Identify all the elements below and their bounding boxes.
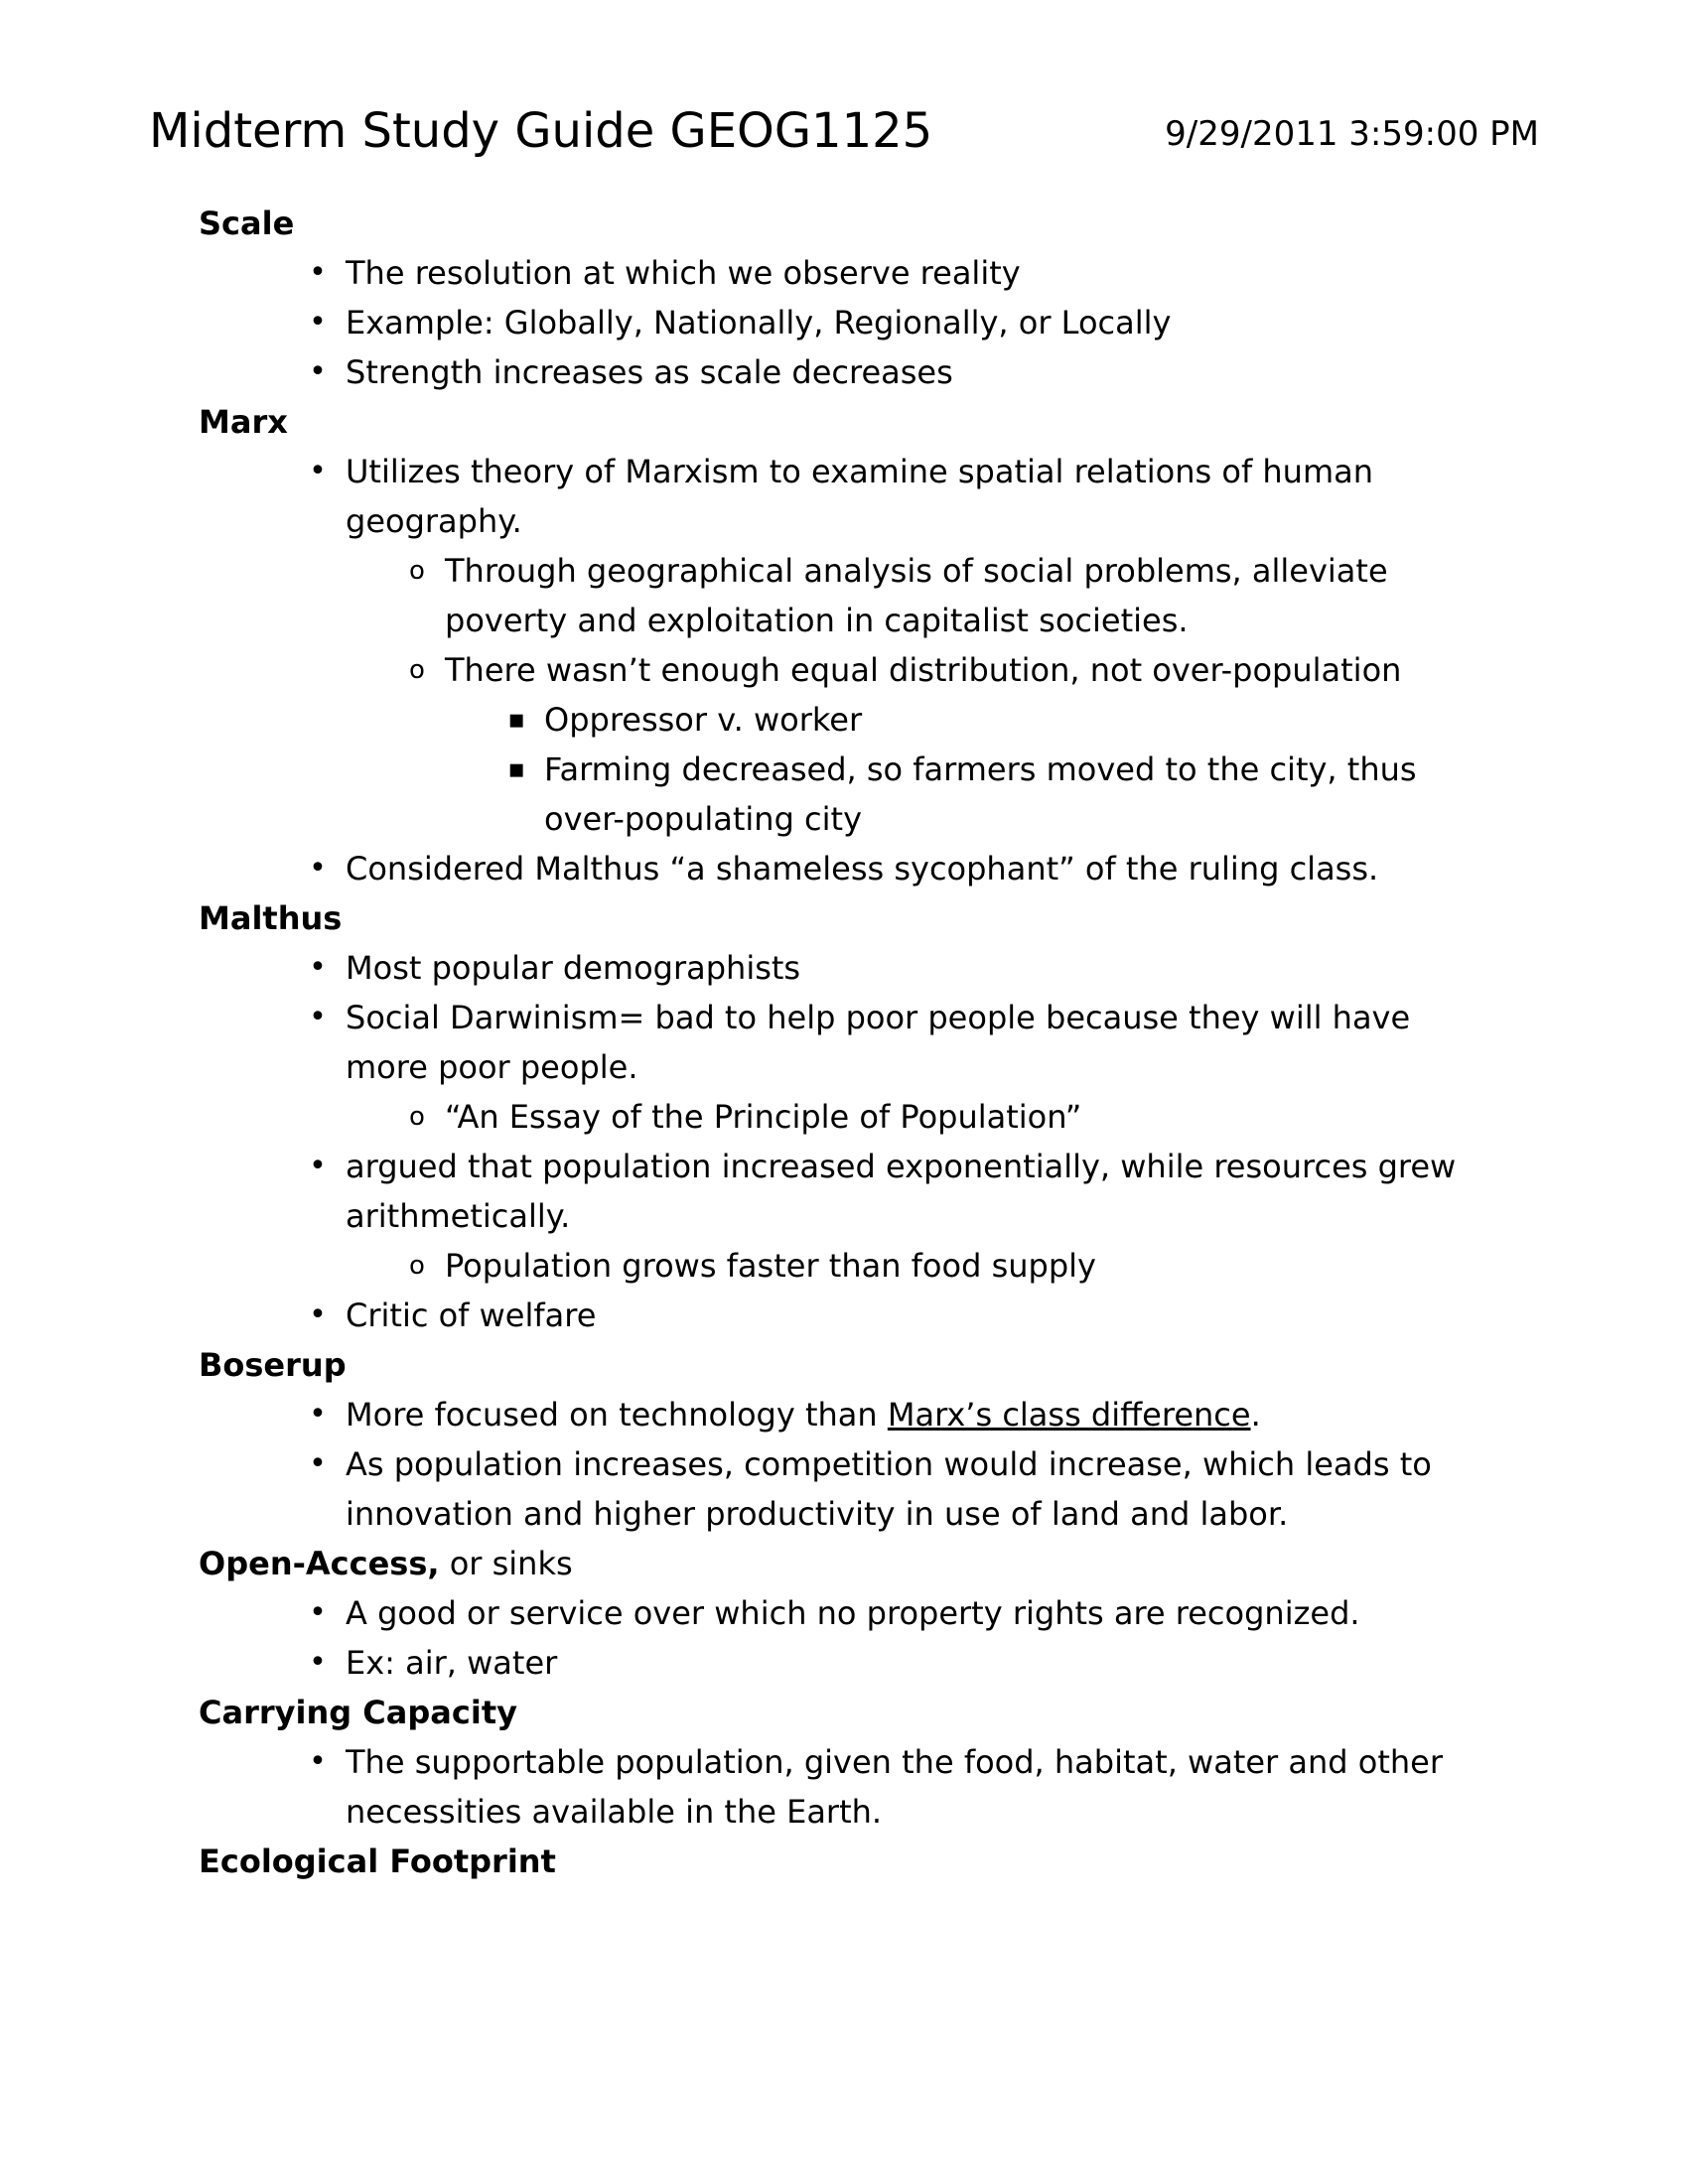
section-heading-malthus: Malthus [199,899,343,937]
carrying-capacity-list [199,1737,1499,1837]
list-item: • Considered Malthus “a shameless sycophant” of the ruling class. [199,844,1499,893]
list-item: • A good or service over which no property rights are recognized. [199,1588,1499,1638]
bullet-icon: • [309,255,327,290]
document-header [149,99,1539,169]
section-heading-ecological-footprint: Ecological Footprint [199,1843,556,1880]
bullet-icon: • [309,354,327,389]
list-item: • As population increases, competition would increase, which leads to innovation and higher productivity in use of land and labor. [199,1439,1499,1539]
list-item: o Through geographical analysis of social problems, alleviate poverty and exploitation in capitalist societies. [199,546,1499,645]
square-bullet-icon: ▪ [507,705,525,735]
document-body [199,199,1499,1886]
list-item: o “An Essay of the Principle of Population” [199,1092,1499,1142]
malthus-list [199,943,1499,1340]
circle-bullet-icon: o [409,655,425,685]
scale-list [199,248,1499,397]
bullet-icon: • [309,1446,327,1481]
bullet-icon: • [309,454,327,488]
list-item: • The resolution at which we observe reality [199,248,1499,298]
circle-bullet-icon: o [409,556,425,586]
list-item: • argued that population increased exponentially, while resources grew arithmetically. [199,1142,1499,1241]
section-heading-marx: Marx [199,403,288,441]
list-item: • Utilizes theory of Marxism to examine spatial relations of human geography. [199,447,1499,546]
list-item: • Social Darwinism= bad to help poor people because they will have more poor people. [199,993,1499,1092]
bullet-icon: • [309,1397,327,1432]
document-title: Midterm Study Guide GEOG1125 [149,103,933,159]
list-item: • Critic of welfare [199,1291,1499,1340]
list-item: • More focused on technology than Marx’s class difference. [199,1390,1499,1439]
list-item: • Strength increases as scale decreases [199,347,1499,397]
section-heading-boserup: Boserup [199,1346,347,1384]
section-note: or sinks [439,1545,573,1582]
list-item: • Ex: air, water [199,1638,1499,1688]
list-item: • The supportable population, given the food, habitat, water and other necessities available in the Earth. [199,1737,1499,1837]
bullet-icon: • [309,1744,327,1779]
list-item: ▪ Farming decreased, so farmers moved to the city, thus over-populating city [199,745,1499,844]
underlined-term: Marx’s class difference [887,1396,1251,1433]
list-item: ▪ Oppressor v. worker [199,695,1499,745]
bullet-icon: • [309,851,327,886]
square-bullet-icon: ▪ [507,754,525,784]
bullet-icon: • [309,305,327,340]
document-datetime: 9/29/2011 3:59:00 PM [1165,114,1539,154]
list-item: o There wasn’t enough equal distribution, not over-population [199,645,1499,695]
circle-bullet-icon: o [409,1102,425,1132]
section-heading-carrying-capacity: Carrying Capacity [199,1694,517,1731]
list-item: o Population grows faster than food supply [199,1241,1499,1291]
list-item: • Example: Globally, Nationally, Regionally, or Locally [199,298,1499,347]
list-item: • Most popular demographists [199,943,1499,993]
bullet-icon: • [309,1297,327,1332]
boserup-list [199,1390,1499,1539]
section-heading-open-access: Open-Access, or sinks [199,1545,573,1582]
bullet-icon: • [309,950,327,985]
bullet-icon: • [309,1645,327,1680]
marx-list [199,447,1499,893]
circle-bullet-icon: o [409,1251,425,1281]
open-access-list [199,1588,1499,1688]
bullet-icon: • [309,1595,327,1630]
section-heading-scale: Scale [199,205,295,242]
bullet-icon: • [309,1000,327,1034]
bullet-icon: • [309,1149,327,1183]
